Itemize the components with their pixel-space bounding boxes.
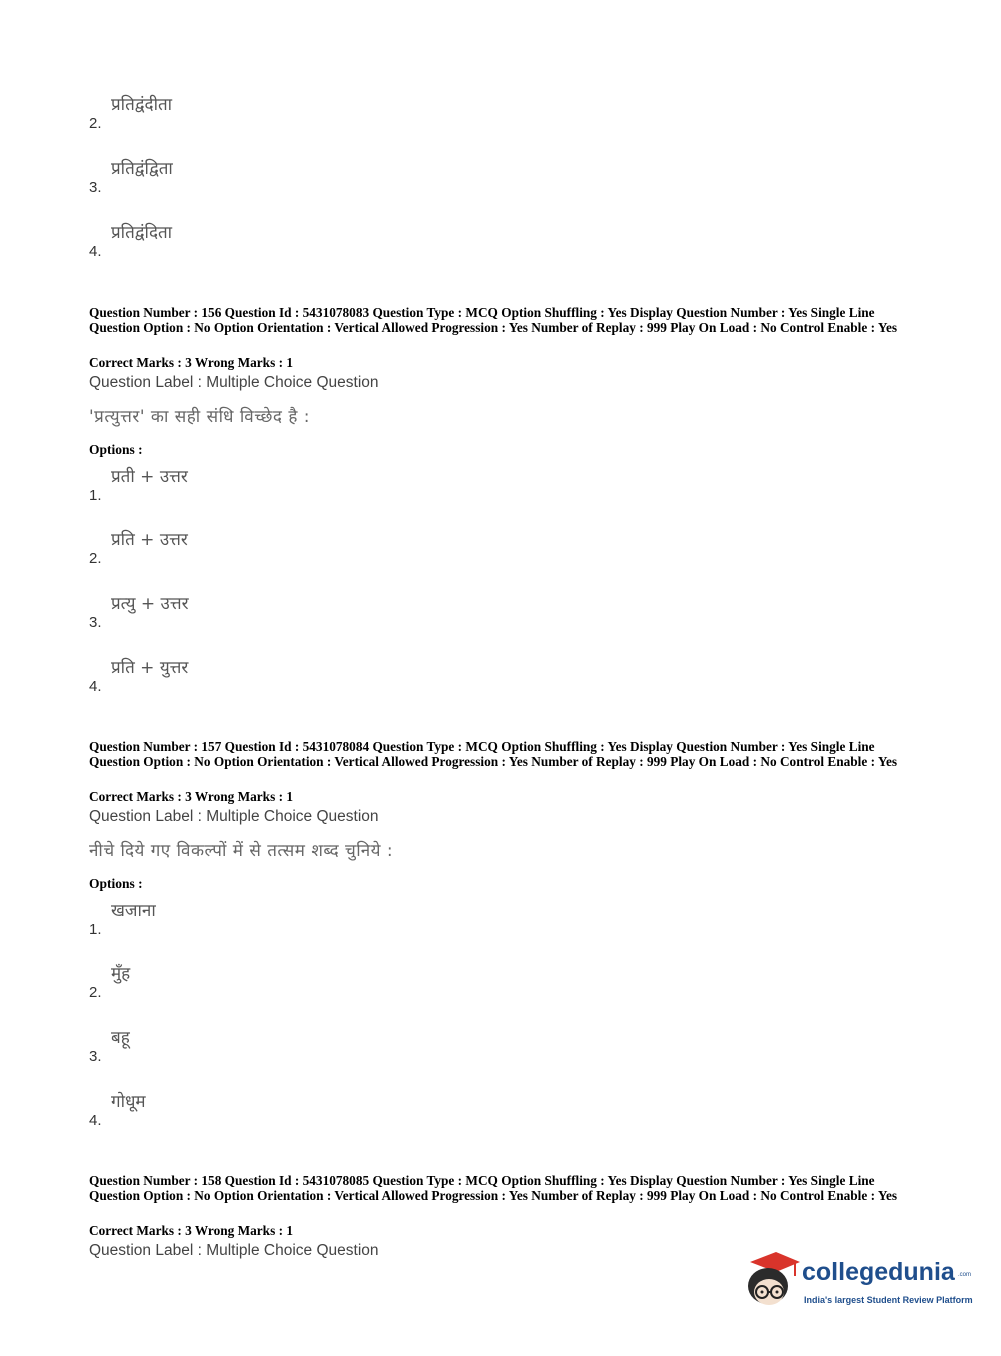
option-text: खजाना [111, 901, 156, 921]
option-number: 3. [89, 1048, 102, 1065]
option-number: 4. [89, 678, 102, 695]
option-number: 2. [89, 115, 102, 132]
option-text: प्रतिद्वंदीता [111, 95, 173, 115]
options-header: Options : [89, 876, 143, 891]
option-text: बहू [111, 1028, 130, 1048]
option-text: प्रतिद्वंद्विता [111, 159, 173, 179]
question-marks: Correct Marks : 3 Wrong Marks : 1 [89, 1223, 293, 1238]
logo-tagline: India's largest Student Review Platform [804, 1295, 973, 1305]
logo-name: collegedunia [802, 1258, 955, 1286]
option-text: प्रतिद्वंदिता [111, 223, 173, 243]
question-label: Question Label : Multiple Choice Question [89, 1242, 379, 1259]
option-text: मुँह [111, 964, 131, 984]
option-number: 3. [89, 179, 102, 196]
option-number: 2. [89, 550, 102, 567]
options-header: Options : [89, 442, 143, 457]
question-meta: Question Number : 158 Question Id : 5431078085 Question Type : MCQ Option Shuffling : Yes Display Question Number : Yes Single Line Question Option : No Option Orientation : Vertical Allowed Progression : Yes Number of Replay : 999 Play On Load : No Control Enable : Yes [89, 1173, 898, 1203]
option-number: 4. [89, 1112, 102, 1129]
question-text: नीचे दिये गए विकल्पों में से तत्सम शब्द चुनिये : [89, 841, 394, 861]
collegedunia-logo [742, 1248, 972, 1316]
option-text: प्रती + उत्तर [111, 467, 188, 487]
question-marks: Correct Marks : 3 Wrong Marks : 1 [89, 789, 293, 804]
question-meta: Question Number : 156 Question Id : 5431078083 Question Type : MCQ Option Shuffling : Yes Display Question Number : Yes Single Line Question Option : No Option Orientation : Vertical Allowed Progression : Yes Number of Replay : 999 Play On Load : No Control Enable : Yes [89, 305, 898, 335]
option-text: प्रति + उत्तर [111, 530, 188, 550]
option-number: 1. [89, 921, 102, 938]
logo-suffix: .com [958, 1272, 972, 1278]
question-marks: Correct Marks : 3 Wrong Marks : 1 [89, 355, 293, 370]
question-label: Question Label : Multiple Choice Question [89, 808, 379, 825]
mascot-icon [742, 1248, 802, 1316]
question-label: Question Label : Multiple Choice Question [89, 374, 379, 391]
option-number: 1. [89, 487, 102, 504]
option-text: प्रत्यु + उत्तर [111, 594, 189, 614]
question-meta: Question Number : 157 Question Id : 5431078084 Question Type : MCQ Option Shuffling : Yes Display Question Number : Yes Single Line Question Option : No Option Orientation : Vertical Allowed Progression : Yes Number of Replay : 999 Play On Load : No Control Enable : Yes [89, 739, 898, 769]
question-text: 'प्रत्युत्तर' का सही संधि विच्छेद है : [89, 407, 310, 427]
option-number: 3. [89, 614, 102, 631]
option-text: प्रति + युत्तर [111, 658, 189, 678]
option-number: 4. [89, 243, 102, 260]
option-text: गोधूम [111, 1092, 146, 1112]
option-number: 2. [89, 984, 102, 1001]
